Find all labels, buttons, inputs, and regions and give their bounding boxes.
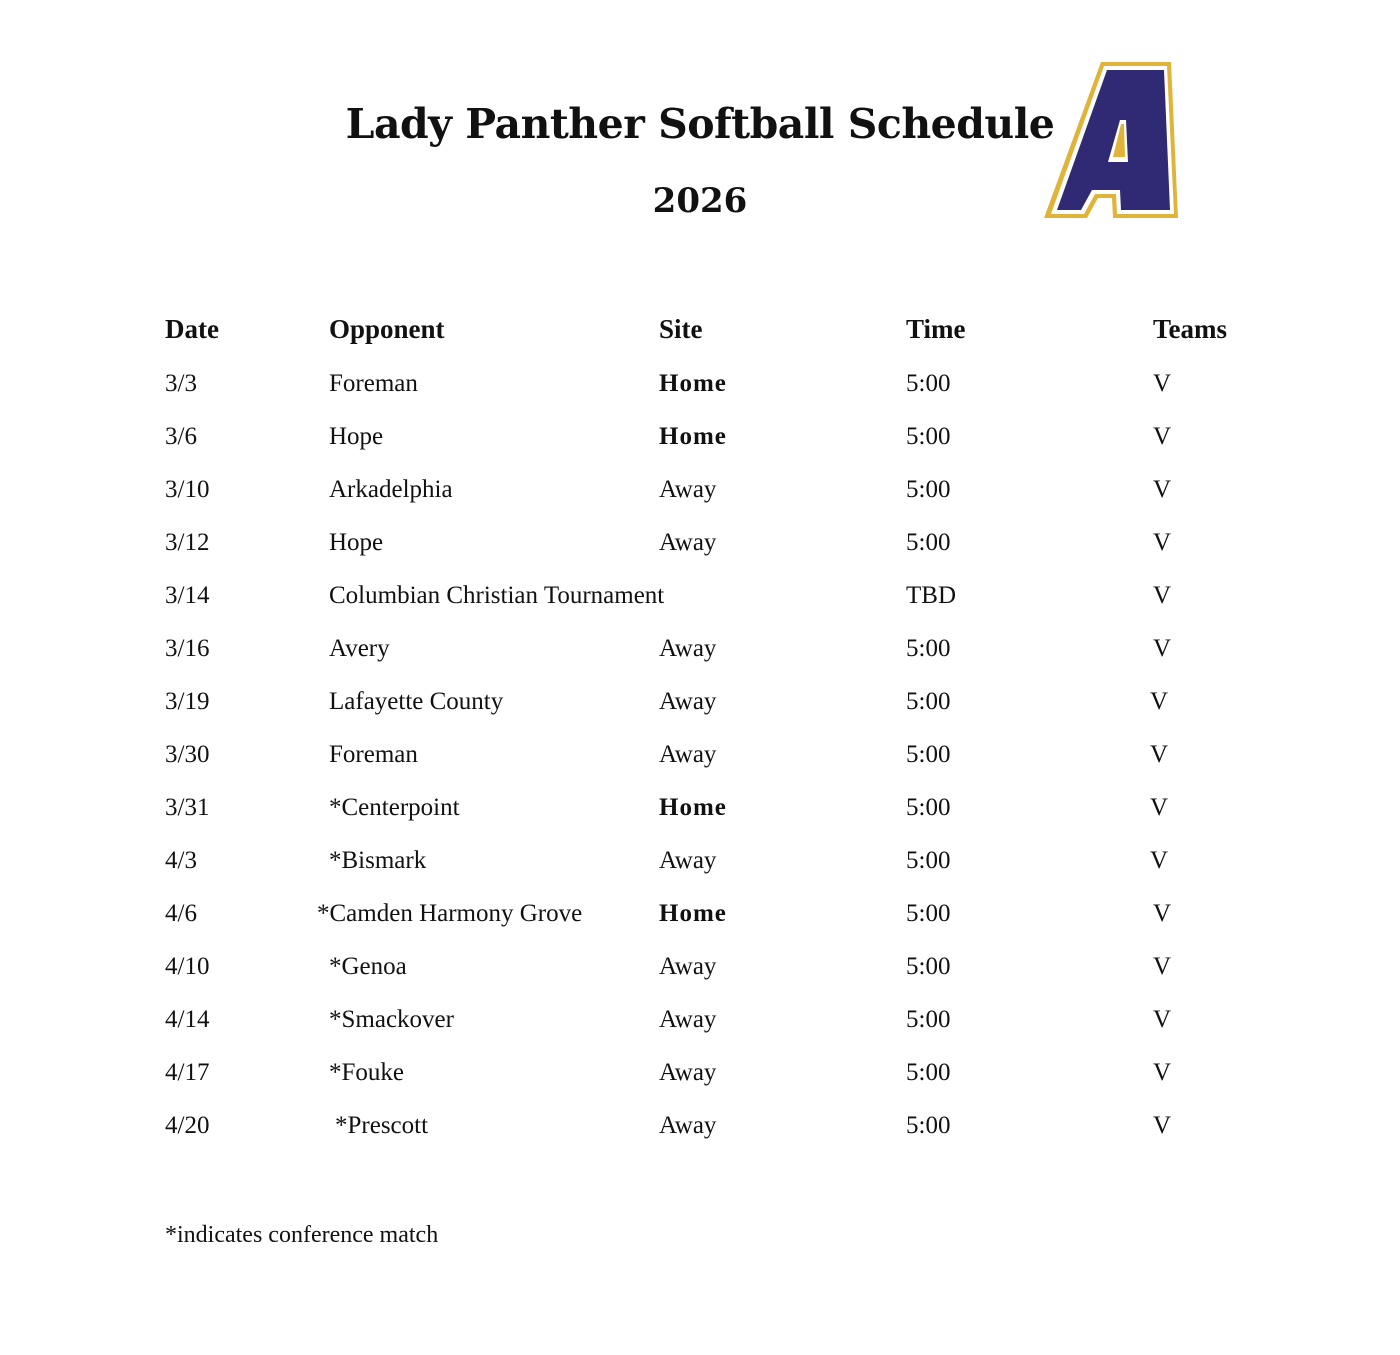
- table-row: [165, 741, 1285, 794]
- column-header-date: Date: [165, 314, 219, 344]
- game-time: 5:00: [906, 1006, 951, 1033]
- game-date: 3/12: [165, 529, 210, 556]
- game-opponent: Hope: [329, 423, 384, 450]
- game-teams: V: [1153, 900, 1172, 927]
- game-time: 5:00: [906, 529, 951, 556]
- game-date: 4/10: [165, 953, 210, 980]
- game-teams: V: [1153, 582, 1172, 609]
- game-teams: V: [1153, 423, 1172, 450]
- game-date: 4/20: [165, 1112, 210, 1139]
- game-time: 5:00: [906, 847, 951, 874]
- table-row: [165, 370, 1285, 423]
- game-site: Home: [659, 423, 727, 450]
- game-site: Away: [659, 1059, 717, 1086]
- game-time: 5:00: [906, 688, 951, 715]
- game-opponent: Avery: [329, 635, 390, 662]
- game-site: Away: [659, 1112, 717, 1139]
- game-opponent: *Camden Harmony Grove: [317, 900, 583, 927]
- game-time: 5:00: [906, 1112, 951, 1139]
- game-site: Away: [659, 635, 717, 662]
- game-opponent: Columbian Christian Tournament: [329, 582, 665, 609]
- game-date: 3/19: [165, 688, 210, 715]
- game-time: 5:00: [906, 900, 951, 927]
- table-row: [165, 529, 1285, 582]
- game-site: Away: [659, 847, 717, 874]
- game-opponent: *Smackover: [329, 1006, 454, 1033]
- game-site: Away: [659, 476, 717, 503]
- game-teams: V: [1150, 688, 1169, 715]
- game-time: 5:00: [906, 953, 951, 980]
- game-time: 5:00: [906, 370, 951, 397]
- game-date: 3/30: [165, 741, 210, 768]
- table-row: [165, 582, 1285, 635]
- game-time: 5:00: [906, 635, 951, 662]
- game-opponent: Lafayette County: [329, 688, 504, 715]
- table-row: [165, 688, 1285, 741]
- game-time: 5:00: [906, 741, 951, 768]
- game-opponent: *Bismark: [329, 847, 427, 874]
- table-row: [165, 1006, 1285, 1059]
- game-opponent: *Genoa: [329, 953, 407, 980]
- game-teams: V: [1150, 794, 1169, 821]
- game-date: 4/17: [165, 1059, 210, 1086]
- game-site: Away: [659, 688, 717, 715]
- game-opponent: *Centerpoint: [329, 794, 460, 821]
- game-date: 4/6: [165, 900, 197, 927]
- game-teams: V: [1153, 1006, 1172, 1033]
- column-header-opponent: Opponent: [329, 314, 445, 344]
- table-row: [165, 476, 1285, 529]
- game-time: 5:00: [906, 794, 951, 821]
- game-date: 3/31: [165, 794, 210, 821]
- game-teams: V: [1150, 741, 1169, 768]
- game-time: 5:00: [906, 1059, 951, 1086]
- game-site: Home: [659, 370, 727, 397]
- column-header-teams: Teams: [1153, 314, 1228, 344]
- game-teams: V: [1153, 953, 1172, 980]
- game-teams: V: [1153, 370, 1172, 397]
- table-row: [165, 1059, 1285, 1112]
- school-logo: [1040, 58, 1182, 222]
- table-row: [165, 847, 1285, 900]
- game-site: Away: [659, 1006, 717, 1033]
- game-time: 5:00: [906, 423, 951, 450]
- game-date: 3/16: [165, 635, 210, 662]
- game-site: Away: [659, 741, 717, 768]
- schedule-table: [165, 314, 1285, 1165]
- game-opponent: *Fouke: [329, 1059, 404, 1086]
- column-header-site: Site: [659, 314, 703, 344]
- conference-footnote: *indicates conference match: [165, 1222, 439, 1248]
- game-site: Home: [659, 794, 727, 821]
- table-row: [165, 635, 1285, 688]
- table-row: [165, 794, 1285, 847]
- column-header-time: Time: [906, 314, 966, 344]
- game-teams: V: [1153, 476, 1172, 503]
- game-site: Home: [659, 900, 727, 927]
- game-opponent: Foreman: [329, 741, 418, 768]
- table-row: [165, 953, 1285, 1006]
- game-date: 3/14: [165, 582, 210, 609]
- game-date: 3/3: [165, 370, 197, 397]
- game-opponent: *Prescott: [335, 1112, 429, 1139]
- game-teams: V: [1153, 1112, 1172, 1139]
- page-title: Lady Panther Softball Schedule: [345, 100, 1055, 148]
- game-opponent: Arkadelphia: [329, 476, 453, 503]
- game-date: 4/3: [165, 847, 197, 874]
- game-opponent: Foreman: [329, 370, 418, 397]
- table-row: [165, 423, 1285, 476]
- game-time: TBD: [906, 582, 956, 609]
- game-site: Away: [659, 953, 717, 980]
- table-header: [165, 314, 1285, 370]
- game-date: 3/6: [165, 423, 197, 450]
- game-teams: V: [1153, 635, 1172, 662]
- game-date: 3/10: [165, 476, 210, 503]
- game-opponent: Hope: [329, 529, 384, 556]
- table-row: [165, 900, 1285, 953]
- schedule-year: 2026: [652, 181, 748, 221]
- game-time: 5:00: [906, 476, 951, 503]
- game-date: 4/14: [165, 1006, 210, 1033]
- game-teams: V: [1150, 847, 1169, 874]
- game-teams: V: [1153, 1059, 1172, 1086]
- game-site: Away: [659, 529, 717, 556]
- table-row: [165, 1112, 1285, 1165]
- game-teams: V: [1153, 529, 1172, 556]
